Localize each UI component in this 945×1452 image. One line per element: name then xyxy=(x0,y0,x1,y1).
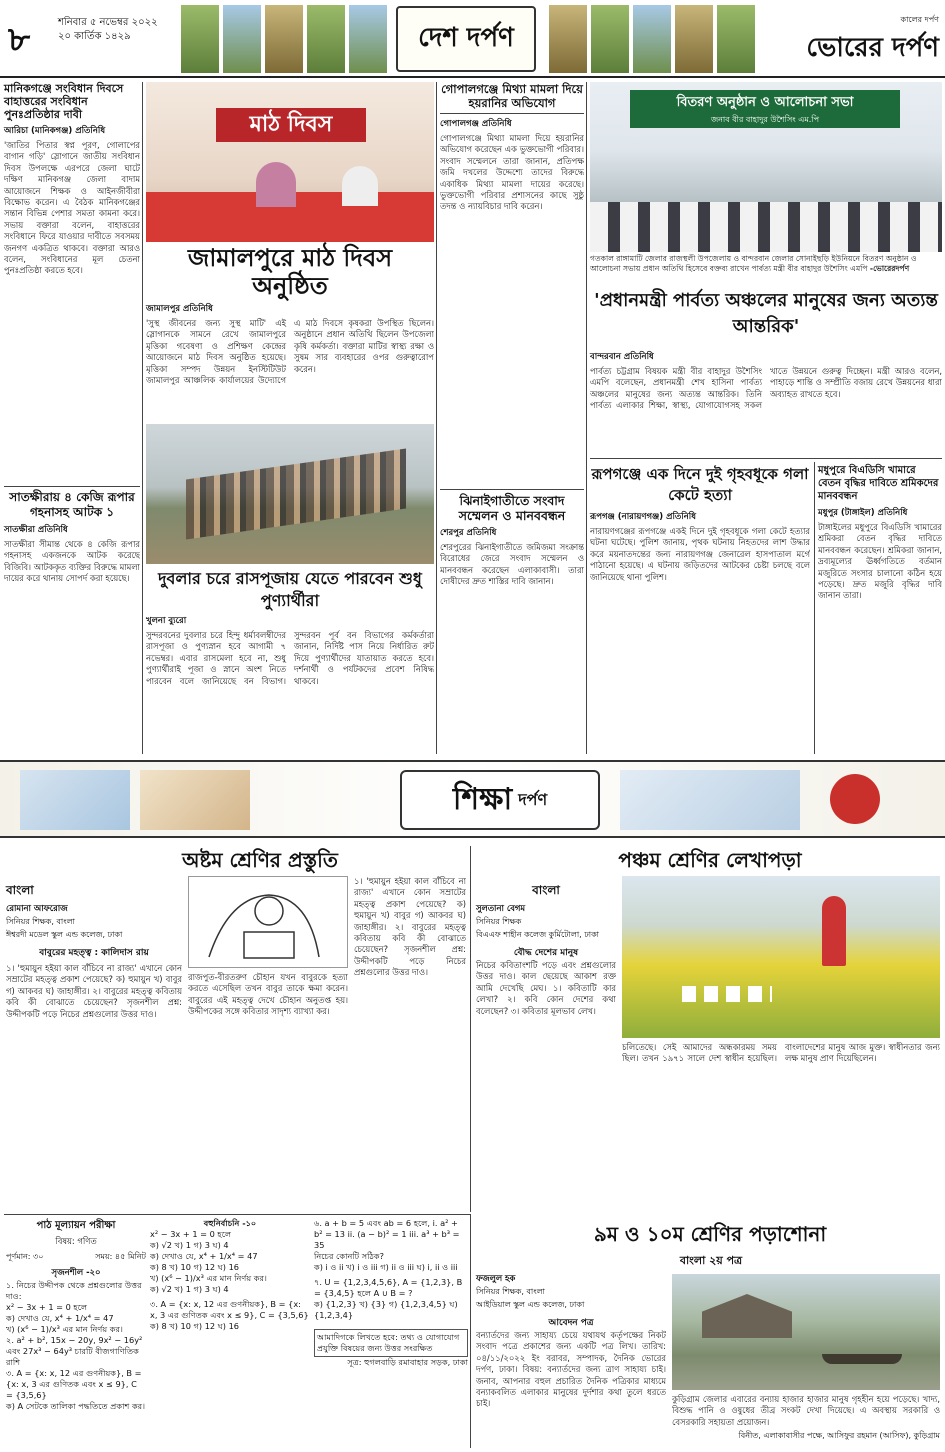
river-bathing-photo xyxy=(146,424,434,564)
question: ক) A সেটকে তালিকা পদ্ধতিতে প্রকাশ কর। xyxy=(6,1401,146,1411)
class5-col1 xyxy=(476,882,616,1212)
column-divider xyxy=(436,82,437,754)
event-banner-title: বিতরণ অনুষ্ঠান ও আলোচনা সভা xyxy=(676,95,854,110)
murder-article xyxy=(590,510,810,754)
event-banner-sub: জনাব বীর বাহাদুর উশৈসিং এম.পি xyxy=(710,115,820,124)
article-byline: আরিচা (মানিকগঞ্জ) প্রতিনিধি xyxy=(4,126,106,136)
chapter-title: বাবুরের মহত্ত্ব : কালিদাস রায় xyxy=(39,948,149,958)
subject-label: বাংলা xyxy=(532,883,560,897)
crowd-figure xyxy=(186,449,406,540)
minister-event-photo xyxy=(590,82,942,252)
article-headline: গোপালগঞ্জে মিথ্যা মামলা দিয়ে হয়রানির অভিযোগ xyxy=(440,82,584,114)
article-body: গোপালগঞ্জে মিথ্যা মামলা দিয়ে হয়রানির অভিযোগ করেছেন এক ভুক্তভোগী পরিবার। সংবাদ সম্মেলনে তারা জানান, প্রতিপক্ষ জমি দখলের উদ্দেশ্যে তাদের বিরুদ্ধে একাধিক মিথ্যা মামলা দায়ের করেছে। ভুক্তভোগী পরিবার প্রশাসনের কাছে সুষ্ঠু তদন্ত ও ন্যায়বিচার দাবি করেন। xyxy=(440,133,584,212)
article-body: সুন্দরবনের দুবলার চরে হিন্দু ধর্মাবলম্বীদের রাসপূজা ও পুণ্যস্নান হবে আগামী ৭ নভেম্বর। এবার রাসমেলা হবে না, শুধু পুণ্যার্থীরাই পূজা ও স্নানে অংশ নিতে পারবেন বলে জানিয়েছে বন বিভাগ। সুন্দরবন পূর্ব বন বিভাগের কর্মকর্তারা জানান, নির্দিষ্ট পাস নিয়ে নির্ধারিত রুট দিয়ে পুণ্যার্থীদের যাতায়াত করতে হবে। দর্শনার্থী ও পর্যটকদের প্রবেশ নিষিদ্ধ থাকবে। xyxy=(146,630,434,686)
header-photo xyxy=(590,4,630,74)
class9-subtitle: বাংলা ২য় পত্র xyxy=(679,1254,743,1267)
answer-options: ক) {1,2,3} খ) {3} গ) {1,2,3,4,5} ঘ) {1,2,3,4} xyxy=(314,1299,458,1320)
newspaper-brand xyxy=(806,14,939,71)
article-body: টাঙ্গাইলের মধুপুরে বিএডিসি খামারের শ্রমিকরা বেতন বৃদ্ধির দাবিতে মানববন্ধন করেছেন। শ্রমিকরা জানান, দ্রব্যমূল্যের ঊর্ধ্বগতিতে বর্তমান মজুরিতে সংসার চালানো কঠিন হয়ে পড়েছে। দ্রুত মজুরি বৃদ্ধির দাবি জানান তারা। xyxy=(818,522,942,601)
column-divider xyxy=(470,846,471,1212)
math-col1 xyxy=(6,1218,146,1448)
header-photo xyxy=(264,4,304,74)
article-headline: মানিকগঞ্জে সংবিধান দিবসে বাহাত্তরের সংবিধান পুনঃপ্রতিষ্ঠার দাবী xyxy=(4,82,124,121)
question: ২. a² + b², 15x − 20y, 9x² − 16y² এবং 27x³ − 64y³ চারটি বীজগাণিতিক রাশি xyxy=(6,1335,143,1367)
class8-col1 xyxy=(6,882,182,1212)
header-photo xyxy=(674,4,714,74)
education-title xyxy=(400,770,600,830)
band-photo xyxy=(140,770,250,830)
math-col2 xyxy=(150,1218,310,1448)
education-title-main: শিক্ষা xyxy=(452,781,513,817)
header-photo xyxy=(716,4,756,74)
letter-signoff: বিনীত, এলাকাবাসীর পক্ষে, আসিফুর রহমান (আসিফ), কুড়িগ্রাম xyxy=(738,1431,940,1440)
lesson-body: ১। 'হুমায়ুন হইয়া কাল বাঁচিবে না রাজ্য' এখানে কোন সম্রাটের মহত্ত্ব প্রকাশ পেয়েছে? ক) হুমায়ুন খ) বাবুর গ) আকবর ঘ) জাহাঙ্গীর। ২। বাবুরের মহত্ত্ব কবিতায় কবি কী বোঝাতে চেয়েছেন? সৃজনশীল প্রশ্ন: উদ্দীপকটি পড়ে নিচের প্রশ্নগুলোর উত্তর দাও। xyxy=(6,963,182,1019)
question: x² − 3x + 1 = 0 হলে xyxy=(150,1229,232,1239)
event-banner xyxy=(630,90,900,128)
column-divider xyxy=(142,82,143,754)
question: খ) (x⁶ − 1)/x³ এর মান নির্ণয় কর। xyxy=(6,1324,123,1334)
section-label: সৃজনশীল -২০ xyxy=(51,1267,101,1277)
photo-banner: মাঠ দিবস xyxy=(216,108,366,142)
date-box xyxy=(58,16,158,44)
article-body: শেরপুরের ঝিনাইগাতীতে জমিজমা সংক্রান্ত বিরোধের জেরে সংবাদ সম্মেলন ও মানববন্ধন করেছেন এলাকাবাসী। তারা দোষীদের দ্রুত শাস্তির দাবি জানান। xyxy=(440,542,584,587)
section-title: দেশ দর্পণ xyxy=(396,6,536,72)
band-photo xyxy=(620,770,800,830)
student-sketch xyxy=(188,876,348,968)
article-byline: শেরপুর প্রতিনিধি xyxy=(440,528,497,538)
question: x² − 3x + 1 = 0 হলে xyxy=(6,1302,88,1312)
class9-title: ৯ম ও ১০ম শ্রেণির পড়াশোনা xyxy=(593,1222,827,1246)
header-photo-strip-left xyxy=(180,4,388,74)
author-name: সুলতানা বেগম xyxy=(476,903,526,913)
header-photo xyxy=(548,4,588,74)
article-body: নারায়ণগঞ্জের রূপগঞ্জে একই দিনে দুই গৃহবধূকে গলা কেটে হত্যার ঘটনা ঘটেছে। পুলিশ জানায়, পৃথক ঘটনায় নিহতদের লাশ উদ্ধার করে ময়নাতদন্তের জন্য নারায়ণগঞ্জ জেনারেল হাসপাতাল মর্গে পাঠানো হয়েছে। এ ঘটনায় জড়িতদের আটকের চেষ্টা চলছে বলে জানিয়েছে থানা পুলিশ। xyxy=(590,526,810,582)
bsadc-article xyxy=(818,464,942,754)
math-col3 xyxy=(314,1218,468,1448)
page-number: ৮ xyxy=(8,20,31,60)
article-byline: বান্দরবান প্রতিনিধি xyxy=(590,352,654,362)
brand-name: ভোরের দর্পণ xyxy=(806,33,939,63)
question: খ) (x⁶ − 1)/x³ এর মান নির্ণয় কর। xyxy=(150,1273,267,1283)
topic-title: আবেদন পত্র xyxy=(548,1318,594,1328)
article-byline: খুলনা ব্যুরো xyxy=(146,616,187,626)
column-divider xyxy=(814,462,815,754)
column-divider xyxy=(470,1214,471,1448)
ducks-figure xyxy=(682,986,772,1002)
author-role: সিনিয়র শিক্ষক, বাংলা xyxy=(476,1287,545,1296)
author-name: রোমানা আফরোজ xyxy=(6,903,68,913)
article-body: সাতক্ষীরা সীমান্ত থেকে ৪ কেজি রূপার গহনাসহ একজনকে আটক করেছে বিজিবি। আটককৃত ব্যক্তির বিরুদ্ধে মামলা দায়ের করে থানায় সোপর্দ করা হয়েছে। xyxy=(4,539,140,584)
question: নিচের কোনটি সঠিক? xyxy=(314,1251,384,1261)
lesson-body: বন্যার্তদের জন্য সাহায্য চেয়ে যথাযথ কর্তৃপক্ষের নিকট সংবাদ পত্রে প্রকাশের জন্য একটি পত্র লিখ। তারিখ: ০৪/১১/২০২২ ইং বরাবর, সম্পাদক, দৈনিক ভোরের দর্পণ, ঢাকা। বিষয়: বন্যার্তদের জন্য ত্রাণ সাহায্য চাই। জনাব, আপনার বহুল প্রচারিত দৈনিক পত্রিকার মাধ্যমে বন্যাকবলিত এলাকার মানুষের দুর্দশার কথা তুলে ধরতে চাই। xyxy=(476,1330,666,1409)
author-role: সিনিয়র শিক্ষক, বাংলা xyxy=(6,917,75,926)
lesson-body: কুড়িগ্রাম জেলার এবারের বন্যায় হাজার হাজার মানুষ গৃহহীন হয়ে পড়েছে। খাদ্য, বিশুদ্ধ পানি ও ওষুধের তীব্র সংকট দেখা দিয়েছে। এ অবস্থায় সরকারি ও বেসরকারি সহায়তা প্রয়োজন। xyxy=(672,1394,940,1427)
article-byline: রূপগঞ্জ (নারায়ণগঞ্জ) প্রতিনিধি xyxy=(590,512,696,522)
band-photo xyxy=(20,770,130,830)
apple-icon xyxy=(830,774,880,824)
article-body: 'সুস্থ জীবনের জন্য সুস্থ মাটি' এই স্লোগানকে সামনে রেখে জামালপুরে মৃত্তিকা গবেষণা ও প্রশিক্ষণ কেন্দ্রের আয়োজনে মাঠ দিবস অনুষ্ঠিত হয়েছে। মৃত্তিকা সম্পদ উন্নয়ন ইনস্টিটিউট জামালপুর আঞ্চলিক কার্যালয়ের উদ্যোগে এ মাঠ দিবসে কৃষকরা উপস্থিত ছিলেন। অনুষ্ঠানে প্রধান অতিথি ছিলেন উপজেলা কৃষি কর্মকর্তা। বক্তারা মাটির স্বাস্থ্য রক্ষা ও সুষম সার ব্যবহারের ওপর গুরুত্বারোপ করেন। xyxy=(146,318,434,386)
author-school: বিএএফ শাহীন কলেজ কুর্মিটোলা, ঢাকা xyxy=(476,930,599,939)
header-photo xyxy=(632,4,672,74)
header-photo xyxy=(180,4,220,74)
article-byline: জামালপুর প্রতিনিধি xyxy=(146,304,213,314)
photo-caption xyxy=(590,254,942,284)
date-line: শনিবার ৫ নভেম্বর ২০২২ xyxy=(58,17,158,28)
reading-girl-illustration xyxy=(189,877,348,968)
section-label: বহুনির্বাচনি -১০ xyxy=(203,1218,257,1228)
header-photo-strip-right xyxy=(548,4,756,74)
column-divider xyxy=(586,82,587,754)
hill-article xyxy=(590,350,942,456)
question: ক) দেখাও যে, x⁴ + 1/x⁴ = 47 xyxy=(6,1313,114,1323)
column-1 xyxy=(4,82,140,754)
question: ৩. A = {x: x, 12 এর গুণনীয়ক}, B = {x: x, 3 এর গুণিতক এবং x ≤ 9}, C = {3,5,6} xyxy=(6,1368,142,1400)
murder-headline: রূপগঞ্জে এক দিনে দুই গৃহবধূকে গলা কেটে হত্যা xyxy=(591,465,809,504)
exam-subject: বিষয়: গণিত xyxy=(55,1236,97,1246)
lesson-body: নিচের কবিতাংশটি পড়ে এবং প্রশ্নগুলোর উত্তর দাও। কাল ছেয়েছে আকাশ রক্ত আমি দেখেছি মেঘ। ১। কবিতাটি কার লেখা? ২। কবি কোন দেশের কথা বলেছেন? ৩। কবিতার মূলভাব লেখ। xyxy=(476,960,616,1016)
flood-photo xyxy=(672,1274,940,1390)
hill-headline: 'প্রধানমন্ত্রী পার্বত্য অঞ্চলের মানুষের জন্য অত্যন্ত আন্তরিক' xyxy=(594,290,938,337)
education-band xyxy=(0,760,945,838)
exam-marks: পূর্ণমান: ৩০ xyxy=(6,1252,44,1261)
exam-meta xyxy=(6,1251,146,1264)
caption-text: গতকাল রাঙ্গামাটি জেলার রাজস্থলী উপজেলায় ও বান্দরবান জেলার সোনাইছড়ি ইউনিয়নে বিতরণ অনুষ্ঠান ও আলোচনা সভায় প্রধান অতিথি হিসেবে বক্তব্য রাখেন পার্বত্য মন্ত্রী বীর বাহাদুর উশৈসিং এমপি xyxy=(590,254,917,273)
house-figure xyxy=(702,1294,792,1338)
article-headline: সাতক্ষীরায় ৪ কেজি রূপার গহনাসহ আটক ১ xyxy=(4,486,140,520)
brand-tagline: কালের দর্পণ xyxy=(900,15,939,24)
exam-footer: আমাদিগকে লিখতে হবে: তথ্য ও যোগাযোগ প্রযুক্তি বিষয়ের জন্য উত্তর সংরক্ষিত xyxy=(314,1329,468,1357)
article-body: 'জাতির পিতার স্বপ্ন পূরণ, গোলাপের বাগান গড়ি' স্লোগানে জাতীয় সংবিধান দিবস উপলক্ষে এরপরে জেলা ঘাটে দক্ষিণ মানিকগঞ্জ জেলা বাদাম আয়োজনে শিক্ষক ও আইনজীবীরা বিক্ষোভ করেন। এ বৈঠক মানিকগঞ্জের সন্তান বিভিন্ন পেশার সমতা কামনা করে। সভায় বক্তারা বলেন, বাহাত্তরের সংবিধানে ফিরে যাওয়ার দাবীতে সবসময় জনগণ একত্রিত থাকবে। বক্তারা আরও বলেন, সংবিধানের মূল চেতনা পুনঃপ্রতিষ্ঠা করতে হবে। xyxy=(4,140,140,276)
author-role: সিনিয়র শিক্ষক xyxy=(476,917,522,926)
answer-options: ক) 8 খ) 10 গ) 12 ঘ) 16 xyxy=(150,1321,239,1331)
masthead xyxy=(0,0,945,78)
question: ৩. A = {x: x, 12 এর গুণনীয়ক}, B = {x: x, 3 এর গুণিতক এবং x ≤ 9}, C = {3,5,6} xyxy=(150,1299,309,1320)
person-figure xyxy=(342,166,378,206)
question: ক) দেখাও যে, x⁴ + 1/x⁴ = 47 xyxy=(150,1251,258,1261)
answer-options: ক) √2 খ) 1 গ) 3 ঘ) 4 xyxy=(150,1284,229,1294)
answer-options: ক) 8 খ) 10 গ) 12 ঘ) 16 xyxy=(150,1262,239,1272)
class8-title: অষ্টম শ্রেণির প্রস্তুতি xyxy=(182,848,338,872)
section-divider xyxy=(590,458,942,459)
class9-col1 xyxy=(476,1272,666,1448)
column-4 xyxy=(440,82,584,754)
section-divider xyxy=(4,1214,470,1215)
question: ১. নিচের উদ্দীপক থেকে প্রশ্নগুলোর উত্তর দাও: xyxy=(6,1280,142,1301)
date-line-bangla: ২০ কার্তিক ১৪২৯ xyxy=(58,31,131,42)
exam-title: পাঠ মূল্যায়ন পরীক্ষা xyxy=(36,1220,116,1231)
education-title-sub: দর্পণ xyxy=(518,789,548,809)
class5-title: পঞ্চম শ্রেণির লেখাপড়া xyxy=(618,848,802,872)
child-figure xyxy=(822,896,846,966)
mustard-field-photo xyxy=(622,876,940,1038)
lesson-body: রাজপুত-বীরতরুণ চৌহান যখন বাবুরকে হত্যা করতে এসেছিল তখন বাবুর তাকে ক্ষমা করেন। বাবুরের এই মহত্ত্ব দেখে চৌহান অনুতপ্ত হয়। উদ্দীপকের সঙ্গে কবিতার সাদৃশ্য ব্যাখ্যা কর। xyxy=(188,972,348,1017)
article-byline: মধুপুর (টাঙ্গাইল) প্রতিনিধি xyxy=(818,508,908,518)
article-byline: গোপালগঞ্জ প্রতিনিধি xyxy=(440,119,512,129)
author-school: আইডিয়াল স্কুল এন্ড কলেজ, ঢাকা xyxy=(476,1300,585,1309)
author-school: ঈশ্বরদী মডেল স্কুল এন্ড কলেজ, ঢাকা xyxy=(6,930,123,939)
question: ৭. U = {1,2,3,4,5,6}, A = {1,2,3}, B = {3,4,5} হলে A ∪ B = ? xyxy=(314,1277,463,1298)
person-figure xyxy=(256,162,296,207)
lesson-body: ১। 'হুমায়ুন হইয়া কাল বাঁচিবে না রাজ্য' এখানে কোন সম্রাটের মহত্ত্ব প্রকাশ পেয়েছে? ক) হুমায়ুন খ) বাবুর গ) আকবর ঘ) জাহাঙ্গীর। ২। বাবুরের মহত্ত্ব কবিতায় কবি কী বোঝাতে চেয়েছেন? সৃজনশীল প্রশ্ন: উদ্দীপকটি পড়ে নিচের প্রশ্নগুলোর উত্তর দাও। xyxy=(354,876,466,978)
question: ৬. a + b = 5 এবং ab = 6 হলে, i. a² + b² = 13 ii. (a − b)² = 1 iii. a³ + b³ = 35 xyxy=(314,1218,460,1250)
article-body: পার্বত্য চট্টগ্রাম বিষয়ক মন্ত্রী বীর বাহাদুর উশৈসিং এমপি বলেছেন, প্রধানমন্ত্রী শেখ হাসিনা পার্বত্য অঞ্চলের মানুষের জন্য অত্যন্ত আন্তরিক। তিনি পার্বত্য এলাকার শিক্ষা, স্বাস্থ্য, যোগাযোগসহ সকল খাতে উন্নয়নে গুরুত্ব দিচ্ছেন। মন্ত্রী আরও বলেন, পাহাড়ে শান্তি ও সম্প্রীতি বজায় রেখে উন্নয়নের ধারা অব্যাহত রাখতে হবে। xyxy=(590,366,942,411)
subject-label: বাংলা xyxy=(6,883,34,897)
answer-options: ক) √2 খ) 1 গ) 3 ঘ) 4 xyxy=(150,1240,229,1250)
header-photo xyxy=(348,4,388,74)
exam-time: সময়: ৪৫ মিনিট xyxy=(95,1252,146,1261)
boat-figure xyxy=(822,1354,902,1364)
lesson-body: চলিতেছে। সেই আমাদের অন্ধকারময় সময় ছিল। তখন ১৯৭১ সালে দেশ স্বাধীন হয়েছিল। বাংলাদেশের মানুষ আজ মুক্ত। স্বাধীনতার জন্য লক্ষ মানুষ প্রাণ দিয়েছিলেন। xyxy=(622,1042,940,1064)
audience-figure xyxy=(590,202,942,252)
lead-article xyxy=(146,302,434,422)
header-photo xyxy=(306,4,346,74)
answer-options: ক) i ও ii খ) i ও iii গ) ii ও iii ঘ) i, ii ও iii xyxy=(314,1262,458,1272)
article-headline: ঝিনাইগাতীতে সংবাদ সম্মেলন ও মানববন্ধন xyxy=(440,489,584,523)
rasmela-article xyxy=(146,614,434,754)
poem-title: বৌদ্ধ দেশের মানুষ xyxy=(513,948,579,958)
rasmela-headline: দুবলার চরে রাসপূজায় যেতে পারবেন শুধু পুণ্যার্থীরা xyxy=(158,569,422,610)
exam-credit: সূত্র: হুগলবাড়ি রমাবাহার সড়ক, ঢাকা xyxy=(347,1357,468,1367)
article-byline: সাতক্ষীরা প্রতিনিধি xyxy=(4,525,68,535)
author-name: ফজলুল হক xyxy=(476,1273,516,1283)
article-headline: মধুপুরে বিএডিসি খামারে বেতন বৃদ্ধির দাবিতে শ্রমিকদের মানববন্ধন xyxy=(818,465,939,502)
lead-headline: জামালপুরে মাঠ দিবস অনুষ্ঠিত xyxy=(187,243,393,300)
caption-credit: -ভোরেরদর্পণ xyxy=(869,264,910,273)
header-photo xyxy=(222,4,262,74)
field-day-photo xyxy=(146,82,434,242)
